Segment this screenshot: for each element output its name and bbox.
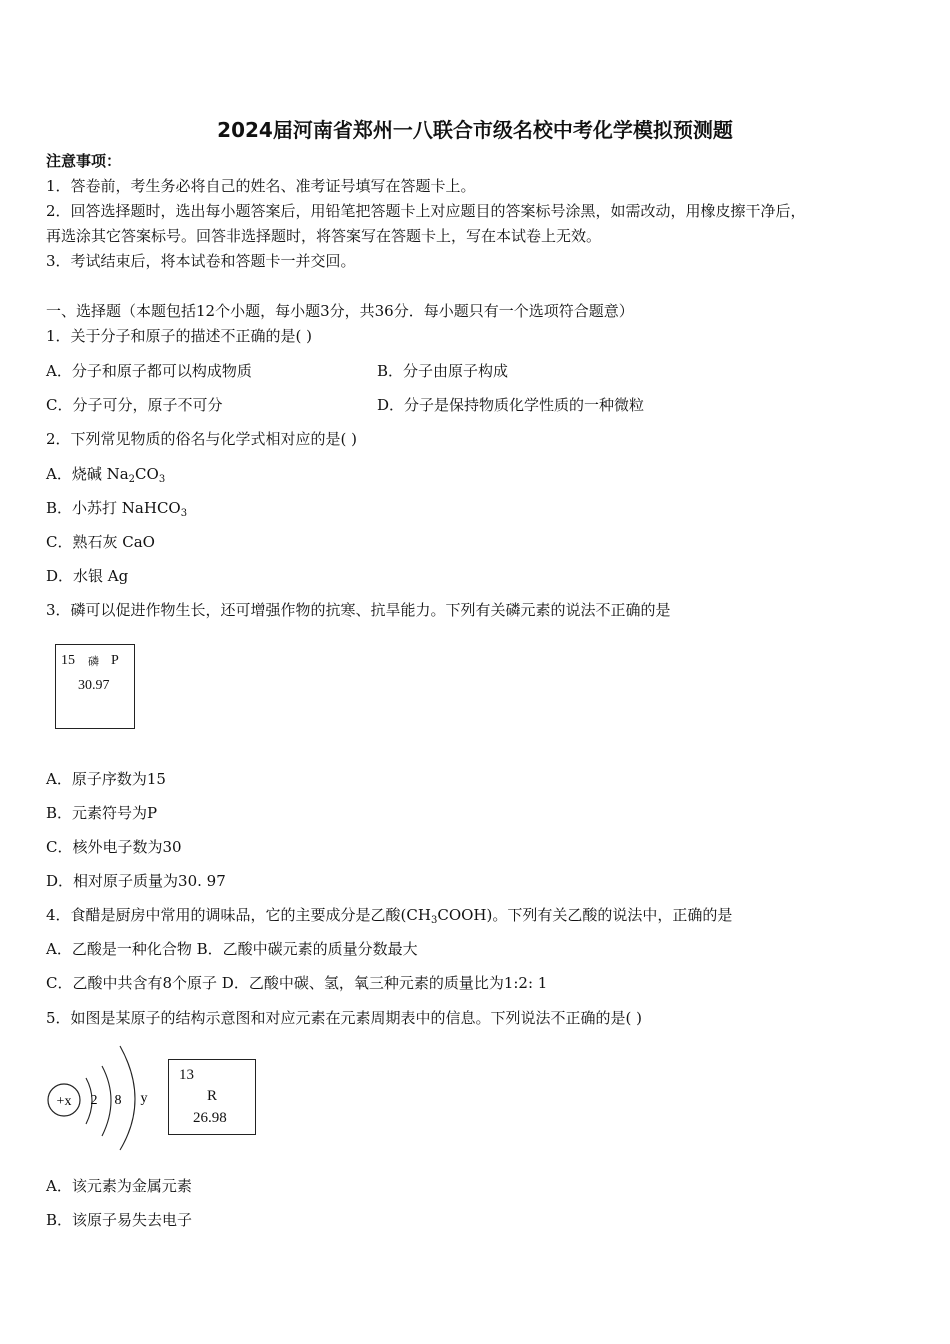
q3-option-c: C．核外电子数为30 [46,838,182,856]
q5-option-a: A．该元素为金属元素 [46,1177,192,1195]
notice-heading: 注意事项： [46,152,122,170]
nucleus-charge: +x [56,1094,72,1109]
q4-options-ab: A．乙酸是一种化合物 B．乙酸中碳元素的质量分数最大 [46,940,418,958]
q4-stem: 4．食醋是厨房中常用的调味品，它的主要成分是乙酸$(CH_3COOH)$。下列有关乙酸的说法中，正确的是 [46,906,733,926]
atomic-mass: 30.97 [78,678,110,693]
page-title: 2024届河南省郑州一八联合市级名校中考化学模拟预测题 [217,118,733,142]
q5-stem: 5．如图是某原子的结构示意图和对应元素在元素周期表中的信息。下列说法不正确的是( ) [46,1009,643,1027]
q4-options-cd: C．乙酸中共含有8个原子 D．乙酸中碳、氢，氧三种元素的质量比为1:2: 1 [46,974,548,992]
element-symbol: P [111,653,119,668]
q1-option-d: D．分子是保持物质化学性质的一种微粒 [377,396,645,414]
q1-stem: 1．关于分子和原子的描述不正确的是( ) [46,327,313,345]
atomic-number: 15 [61,653,75,668]
electron-shell-2 [102,1066,111,1136]
q2-option-b: B．小苏打 NaHCO$_3$ [46,499,188,519]
q2-option-a: A．烧碱 $Na_2CO_3$ [46,465,166,485]
q3-stem: 3．磷可以促进作物生长，还可增强作物的抗寒、抗旱能力。下列有关磷元素的说法不正确的是 [46,601,671,619]
q1-option-c: C．分子可分，原子不可分 [46,396,223,414]
q2-option-c: C．熟石灰 CaO [46,533,155,551]
notice-item: 1．答卷前，考生务必将自己的姓名、准考证号填写在答题卡上。 [46,177,476,195]
shell-electrons-1: 2 [90,1093,98,1108]
element-symbol: R [207,1088,218,1104]
atomic-mass: 26.98 [193,1110,227,1126]
q2-stem: 2．下列常见物质的俗名与化学式相对应的是( ) [46,430,358,448]
q3-option-b: B．元素符号为P [46,804,158,822]
q3-option-d: D．相对原子质量为30. 97 [46,872,226,890]
phosphorus-element-cell [55,644,135,729]
element-r-cell [168,1059,256,1135]
q5-option-b: B．该原子易失去电子 [46,1211,193,1229]
notice-item: 2．回答选择题时，选出每小题答案后，用铅笔把答题卡上对应题目的答案标号涂黑，如需改动，用橡皮擦干净后， [46,202,806,220]
electron-shell-3 [120,1046,135,1150]
element-name: 磷 [88,656,99,668]
section-heading: 一、选择题（本题包括12个小题，每小题3分，共36分．每小题只有一个选项符合题意） [46,302,634,320]
notice-item: 3．考试结束后，将本试卷和答题卡一并交回。 [46,252,356,270]
atomic-number: 13 [179,1067,194,1083]
q3-option-a: A．原子序数为15 [46,770,166,788]
atom-structure-diagram [40,1038,170,1158]
shell-electrons-2: 8 [114,1093,122,1108]
q1-option-b: B．分子由原子构成 [377,362,509,380]
q2-option-d: D．水银 Ag [46,567,129,585]
q1-option-a: A．分子和原子都可以构成物质 [46,362,252,380]
shell-electrons-3: y [140,1091,148,1106]
notice-item: 再选涂其它答案标号。回答非选择题时，将答案写在答题卡上，写在本试卷上无效。 [46,227,602,245]
